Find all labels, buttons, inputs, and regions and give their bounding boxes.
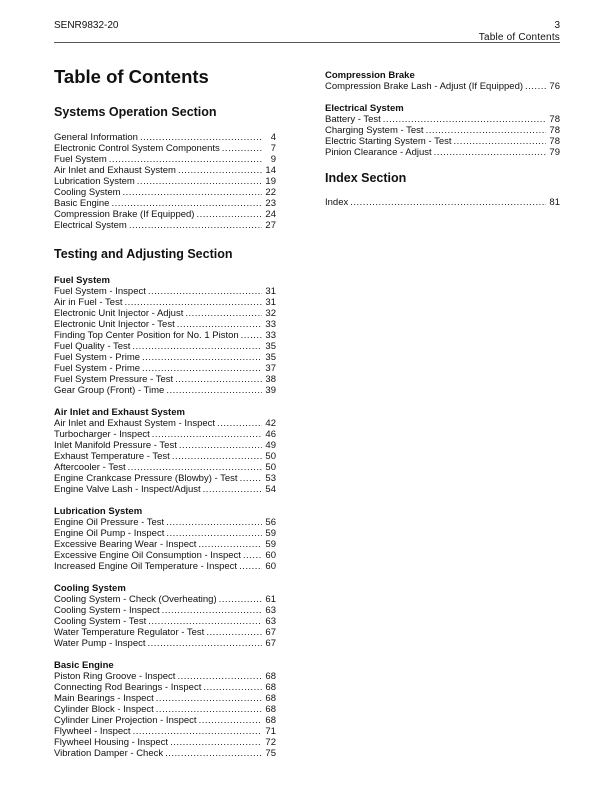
dot-leader bbox=[203, 484, 262, 495]
toc-entry[interactable] bbox=[54, 187, 276, 198]
dot-leader bbox=[148, 638, 262, 649]
toc-entry-title: Index bbox=[325, 197, 349, 208]
toc-entry-title: Fuel System bbox=[54, 154, 107, 165]
toc-entry-page: 50 bbox=[265, 451, 276, 462]
dot-leader bbox=[148, 616, 262, 627]
toc-entry[interactable] bbox=[54, 462, 276, 473]
toc-entry[interactable] bbox=[54, 341, 276, 352]
toc-entry-page: 78 bbox=[549, 114, 560, 125]
toc-entry[interactable] bbox=[54, 319, 276, 330]
toc-entry-page: 27 bbox=[265, 220, 276, 231]
dot-leader bbox=[133, 726, 262, 737]
toc-entry[interactable] bbox=[54, 451, 276, 462]
dot-leader bbox=[156, 693, 262, 704]
toc-entry-title: Connecting Rod Bearings - Inspect bbox=[54, 682, 202, 693]
toc-entry-page: 78 bbox=[549, 125, 560, 136]
toc-entry[interactable] bbox=[54, 726, 276, 737]
toc-entry-title: Cylinder Block - Inspect bbox=[54, 704, 154, 715]
dot-leader bbox=[132, 341, 262, 352]
dot-leader bbox=[175, 374, 262, 385]
group-heading-compression-brake: Compression Brake bbox=[325, 70, 415, 81]
group-heading-lubrication: Lubrication System bbox=[54, 506, 143, 517]
dot-leader bbox=[165, 748, 262, 759]
toc-entry[interactable] bbox=[54, 484, 276, 495]
toc-entry[interactable] bbox=[54, 594, 276, 605]
toc-entry-title: Cooling System bbox=[54, 187, 121, 198]
toc-entry-title: Excessive Bearing Wear - Inspect bbox=[54, 539, 197, 550]
toc-entry-title: Electronic Control System Components bbox=[54, 143, 220, 154]
toc-entry-title: Finding Top Center Position for No. 1 Piston bbox=[54, 330, 239, 341]
toc-entry[interactable] bbox=[54, 539, 276, 550]
dot-leader bbox=[109, 154, 262, 165]
toc-entry-page: 68 bbox=[265, 715, 276, 726]
toc-entry-page: 63 bbox=[265, 605, 276, 616]
toc-entry-title: Air in Fuel - Test bbox=[54, 297, 123, 308]
group-heading-electrical: Electrical System bbox=[325, 103, 404, 114]
toc-entry[interactable] bbox=[54, 132, 276, 143]
dot-leader bbox=[172, 451, 262, 462]
toc-entry[interactable] bbox=[54, 418, 276, 429]
toc-entry-title: Pinion Clearance - Adjust bbox=[325, 147, 432, 158]
toc-entry[interactable] bbox=[54, 143, 276, 154]
toc-entry-page: 76 bbox=[549, 81, 560, 92]
dot-leader bbox=[128, 462, 262, 473]
dot-leader bbox=[426, 125, 546, 136]
toc-entry[interactable] bbox=[54, 297, 276, 308]
dot-leader bbox=[198, 539, 262, 550]
toc-entry-page: 31 bbox=[265, 286, 276, 297]
toc-entry-page: 4 bbox=[270, 132, 276, 143]
toc-entry-page: 75 bbox=[265, 748, 276, 759]
dot-leader bbox=[196, 209, 262, 220]
toc-entry-page: 33 bbox=[265, 330, 276, 341]
dot-leader bbox=[199, 715, 262, 726]
document-id: SENR9832-20 bbox=[54, 20, 119, 31]
toc-entry-title: Turbocharger - Inspect bbox=[54, 429, 150, 440]
group-heading-basic-engine: Basic Engine bbox=[54, 660, 114, 671]
electrical-list bbox=[325, 114, 560, 158]
dot-leader bbox=[148, 286, 262, 297]
toc-entry[interactable] bbox=[54, 473, 276, 484]
toc-entry-page: 46 bbox=[265, 429, 276, 440]
dot-leader bbox=[203, 682, 262, 693]
page-title: Table of Contents bbox=[54, 66, 209, 87]
fuel-system-list bbox=[54, 286, 276, 396]
page-number: 3 bbox=[554, 20, 560, 31]
toc-entry-title: Electrical System bbox=[54, 220, 127, 231]
toc-entry-page: 59 bbox=[265, 528, 276, 539]
dot-leader bbox=[525, 81, 546, 92]
systems-operation-list bbox=[54, 132, 276, 231]
toc-entry-page: 38 bbox=[265, 374, 276, 385]
toc-entry[interactable] bbox=[54, 704, 276, 715]
toc-entry-page: 78 bbox=[549, 136, 560, 147]
toc-entry[interactable] bbox=[54, 198, 276, 209]
lubrication-list bbox=[54, 517, 276, 572]
toc-entry-title: Inlet Manifold Pressure - Test bbox=[54, 440, 177, 451]
toc-entry-page: 60 bbox=[265, 550, 276, 561]
toc-entry[interactable] bbox=[54, 561, 276, 572]
dot-leader bbox=[206, 627, 262, 638]
toc-entry-title: Cooling System - Test bbox=[54, 616, 147, 627]
toc-entry[interactable] bbox=[54, 748, 276, 759]
right-column bbox=[325, 70, 560, 208]
toc-entry[interactable] bbox=[54, 154, 276, 165]
toc-entry[interactable] bbox=[54, 605, 276, 616]
toc-entry-page: 72 bbox=[265, 737, 276, 748]
basic-engine-list bbox=[54, 671, 276, 759]
toc-entry[interactable] bbox=[54, 682, 276, 693]
toc-entry-title: Excessive Engine Oil Consumption - Inspect bbox=[54, 550, 241, 561]
dot-leader bbox=[243, 550, 262, 561]
toc-entry-page: 71 bbox=[265, 726, 276, 737]
toc-entry[interactable] bbox=[54, 638, 276, 649]
toc-entry[interactable] bbox=[54, 308, 276, 319]
toc-entry[interactable] bbox=[325, 147, 560, 158]
dot-leader bbox=[140, 132, 262, 143]
toc-entry-page: 49 bbox=[265, 440, 276, 451]
toc-entry[interactable] bbox=[54, 374, 276, 385]
group-heading-air-inlet-exhaust: Air Inlet and Exhaust System bbox=[54, 407, 185, 418]
dot-leader bbox=[170, 737, 262, 748]
toc-entry-title: Fuel System - Inspect bbox=[54, 286, 146, 297]
dot-leader bbox=[124, 297, 262, 308]
toc-entry[interactable] bbox=[54, 363, 276, 374]
toc-entry-page: 14 bbox=[265, 165, 276, 176]
toc-entry-title: Lubrication System bbox=[54, 176, 135, 187]
toc-entry[interactable] bbox=[54, 176, 276, 187]
toc-entry[interactable] bbox=[54, 693, 276, 704]
toc-entry[interactable] bbox=[54, 352, 276, 363]
dot-leader bbox=[177, 671, 262, 682]
toc-entry-page: 32 bbox=[265, 308, 276, 319]
toc-entry[interactable] bbox=[54, 528, 276, 539]
toc-entry[interactable] bbox=[325, 136, 560, 147]
toc-entry[interactable] bbox=[54, 220, 276, 231]
toc-entry[interactable] bbox=[54, 165, 276, 176]
dot-leader bbox=[152, 429, 262, 440]
dot-leader bbox=[162, 605, 262, 616]
toc-entry-title: Electronic Unit Injector - Test bbox=[54, 319, 175, 330]
toc-entry-title: Battery - Test bbox=[325, 114, 381, 125]
dot-leader bbox=[222, 143, 262, 154]
toc-entry-title: Piston Ring Groove - Inspect bbox=[54, 671, 176, 682]
section-heading-index: Index Section bbox=[325, 171, 407, 185]
toc-entry-title: Gear Group (Front) - Time bbox=[54, 385, 165, 396]
toc-entry-title: Engine Crankcase Pressure (Blowby) - Test bbox=[54, 473, 238, 484]
toc-entry-title: Air Inlet and Exhaust System bbox=[54, 165, 176, 176]
toc-entry-title: Compression Brake Lash - Adjust (If Equipped) bbox=[325, 81, 524, 92]
toc-entry-page: 19 bbox=[265, 176, 276, 187]
dot-leader bbox=[111, 198, 262, 209]
dot-leader bbox=[178, 165, 262, 176]
toc-entry-page: 63 bbox=[265, 616, 276, 627]
toc-entry-page: 42 bbox=[265, 418, 276, 429]
dot-leader bbox=[123, 187, 262, 198]
toc-entry-page: 61 bbox=[265, 594, 276, 605]
index-list bbox=[325, 197, 560, 208]
toc-entry-page: 39 bbox=[265, 385, 276, 396]
toc-entry-page: 60 bbox=[265, 561, 276, 572]
toc-entry-title: Fuel System Pressure - Test bbox=[54, 374, 174, 385]
toc-entry-title: Engine Oil Pressure - Test bbox=[54, 517, 165, 528]
toc-entry-page: 59 bbox=[265, 539, 276, 550]
toc-entry-title: Water Pump - Inspect bbox=[54, 638, 146, 649]
toc-entry[interactable] bbox=[54, 429, 276, 440]
toc-entry-title: Electric Starting System - Test bbox=[325, 136, 452, 147]
dot-leader bbox=[185, 308, 262, 319]
dot-leader bbox=[177, 319, 262, 330]
toc-entry-title: Aftercooler - Test bbox=[54, 462, 126, 473]
toc-entry-page: 22 bbox=[265, 187, 276, 198]
compression-brake-list bbox=[325, 81, 560, 92]
dot-leader bbox=[142, 363, 262, 374]
toc-entry-title: Cylinder Liner Projection - Inspect bbox=[54, 715, 197, 726]
dot-leader bbox=[179, 440, 262, 451]
toc-entry-title: Engine Oil Pump - Inspect bbox=[54, 528, 165, 539]
toc-entry-title: Flywheel Housing - Inspect bbox=[54, 737, 169, 748]
toc-entry-title: Water Temperature Regulator - Test bbox=[54, 627, 205, 638]
dot-leader bbox=[241, 330, 262, 341]
toc-entry-page: 23 bbox=[265, 198, 276, 209]
toc-entry-page: 53 bbox=[265, 473, 276, 484]
toc-entry[interactable] bbox=[54, 671, 276, 682]
toc-entry-title: Flywheel - Inspect bbox=[54, 726, 131, 737]
toc-entry-page: 50 bbox=[265, 462, 276, 473]
toc-entry-title: Compression Brake (If Equipped) bbox=[54, 209, 195, 220]
toc-entry-page: 37 bbox=[265, 363, 276, 374]
toc-entry[interactable] bbox=[54, 385, 276, 396]
toc-entry[interactable] bbox=[325, 114, 560, 125]
toc-entry-page: 9 bbox=[270, 154, 276, 165]
toc-entry-page: 67 bbox=[265, 627, 276, 638]
dot-leader bbox=[239, 561, 262, 572]
toc-entry-title: Fuel Quality - Test bbox=[54, 341, 131, 352]
toc-entry-page: 31 bbox=[265, 297, 276, 308]
toc-entry[interactable] bbox=[325, 125, 560, 136]
toc-entry[interactable] bbox=[325, 81, 560, 92]
toc-entry-title: Exhaust Temperature - Test bbox=[54, 451, 170, 462]
toc-entry-page: 67 bbox=[265, 638, 276, 649]
toc-entry-title: Fuel System - Prime bbox=[54, 352, 141, 363]
toc-entry-title: Increased Engine Oil Temperature - Inspect bbox=[54, 561, 238, 572]
cooling-list bbox=[54, 594, 276, 649]
toc-entry[interactable] bbox=[54, 550, 276, 561]
group-heading-cooling: Cooling System bbox=[54, 583, 126, 594]
dot-leader bbox=[240, 473, 262, 484]
toc-entry-page: 68 bbox=[265, 704, 276, 715]
toc-entry[interactable] bbox=[54, 616, 276, 627]
toc-entry-page: 56 bbox=[265, 517, 276, 528]
toc-entry-title: Charging System - Test bbox=[325, 125, 424, 136]
dot-leader bbox=[166, 385, 262, 396]
dot-leader bbox=[166, 517, 262, 528]
toc-entry[interactable] bbox=[54, 517, 276, 528]
group-heading-fuel-system: Fuel System bbox=[54, 275, 110, 286]
dot-leader bbox=[454, 136, 546, 147]
toc-entry-page: 68 bbox=[265, 682, 276, 693]
dot-leader bbox=[142, 352, 262, 363]
toc-entry-title: Main Bearings - Inspect bbox=[54, 693, 154, 704]
toc-entry-title: Engine Valve Lash - Inspect/Adjust bbox=[54, 484, 201, 495]
toc-entry[interactable] bbox=[54, 737, 276, 748]
toc-entry-page: 68 bbox=[265, 693, 276, 704]
toc-entry-title: Air Inlet and Exhaust System - Inspect bbox=[54, 418, 216, 429]
toc-entry-page: 54 bbox=[265, 484, 276, 495]
toc-entry[interactable] bbox=[54, 715, 276, 726]
toc-entry-page: 35 bbox=[265, 341, 276, 352]
dot-leader bbox=[137, 176, 262, 187]
toc-entry[interactable] bbox=[54, 627, 276, 638]
toc-entry[interactable] bbox=[54, 330, 276, 341]
toc-entry[interactable] bbox=[54, 286, 276, 297]
left-column bbox=[54, 66, 276, 759]
dot-leader bbox=[350, 197, 546, 208]
toc-entry-title: Cooling System - Inspect bbox=[54, 605, 160, 616]
dot-leader bbox=[166, 528, 262, 539]
toc-entry-title: Electronic Unit Injector - Adjust bbox=[54, 308, 184, 319]
dot-leader bbox=[156, 704, 262, 715]
dot-leader bbox=[129, 220, 262, 231]
dot-leader bbox=[217, 418, 262, 429]
toc-entry-page: 24 bbox=[265, 209, 276, 220]
air-inlet-exhaust-list bbox=[54, 418, 276, 495]
toc-entry-page: 35 bbox=[265, 352, 276, 363]
toc-entry-title: General Information bbox=[54, 132, 138, 143]
toc-entry-title: Fuel System - Prime bbox=[54, 363, 141, 374]
section-heading-testing-adjusting: Testing and Adjusting Section bbox=[54, 247, 233, 261]
toc-entry[interactable] bbox=[54, 209, 276, 220]
dot-leader bbox=[383, 114, 546, 125]
toc-entry-page: 79 bbox=[549, 147, 560, 158]
running-section-title: Table of Contents bbox=[478, 32, 560, 43]
toc-entry-title: Vibration Damper - Check bbox=[54, 748, 164, 759]
toc-entry-page: 81 bbox=[549, 197, 560, 208]
toc-entry-page: 33 bbox=[265, 319, 276, 330]
dot-leader bbox=[219, 594, 262, 605]
toc-entry-title: Cooling System - Check (Overheating) bbox=[54, 594, 217, 605]
page-header bbox=[54, 20, 560, 43]
toc-entry-page: 7 bbox=[270, 143, 276, 154]
dot-leader bbox=[434, 147, 546, 158]
toc-entry[interactable] bbox=[54, 440, 276, 451]
toc-entry-page: 68 bbox=[265, 671, 276, 682]
toc-entry-title: Basic Engine bbox=[54, 198, 110, 209]
toc-entry[interactable] bbox=[325, 197, 560, 208]
section-heading-systems-operation: Systems Operation Section bbox=[54, 105, 217, 119]
